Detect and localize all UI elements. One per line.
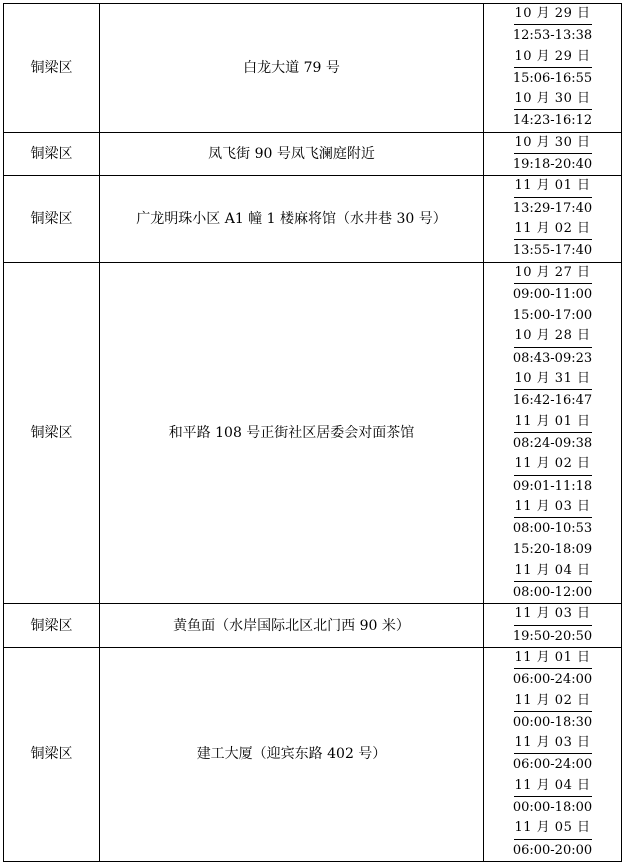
date-text: 10 月 28 日 [514, 327, 592, 347]
date-text: 10 月 27 日 [514, 264, 592, 284]
district-cell: 铜梁区 [4, 4, 100, 133]
date-line [484, 733, 621, 754]
date-text: 11 月 02 日 [514, 692, 592, 712]
place-cell: 凤飞街 90 号凤飞澜庭附近 [100, 132, 484, 176]
risk-locations-table [3, 3, 622, 862]
time-range-line: 08:00-10:53 [512, 521, 593, 537]
date-line [484, 776, 621, 797]
time-range-line: 09:01-11:18 [512, 478, 593, 494]
date-line [484, 818, 621, 839]
time-range-line: 06:00-20:00 [512, 842, 593, 858]
date-text: 11 月 01 日 [514, 177, 592, 197]
date-text: 11 月 02 日 [514, 455, 592, 475]
date-line [484, 219, 621, 240]
date-line [484, 47, 621, 68]
date-line [484, 691, 621, 712]
date-line [484, 326, 621, 347]
table-row [4, 176, 622, 262]
date-line [484, 369, 621, 390]
date-text: 10 月 29 日 [514, 48, 592, 68]
place-cell: 广龙明珠小区 A1 幢 1 楼麻将馆（水井巷 30 号） [100, 176, 484, 262]
date-text: 10 月 31 日 [514, 370, 592, 390]
date-line [484, 497, 621, 518]
time-range-line: 13:29-17:40 [512, 200, 593, 216]
district-cell: 铜梁区 [4, 176, 100, 262]
date-line [484, 4, 621, 25]
date-text: 11 月 01 日 [514, 649, 592, 669]
time-range-line: 16:42-16:47 [512, 393, 593, 409]
table-body [4, 4, 622, 862]
date-line [484, 561, 621, 582]
time-range-line: 00:00-18:00 [512, 799, 593, 815]
time-range-line: 09:00-11:00 [512, 286, 593, 302]
date-line [484, 263, 621, 284]
district-cell: 铜梁区 [4, 132, 100, 176]
date-line [484, 412, 621, 433]
date-text: 10 月 30 日 [514, 134, 592, 154]
date-text: 10 月 30 日 [514, 90, 592, 110]
district-cell: 铜梁区 [4, 262, 100, 604]
place-cell: 和平路 108 号正街社区居委会对面茶馆 [100, 262, 484, 604]
place-cell: 白龙大道 79 号 [100, 4, 484, 133]
date-text: 11 月 01 日 [514, 413, 592, 433]
date-text: 11 月 04 日 [514, 777, 592, 797]
time-range-line: 00:00-18:30 [512, 714, 593, 730]
date-line [484, 454, 621, 475]
date-line [484, 89, 621, 110]
time-range-line: 06:00-24:00 [512, 757, 593, 773]
time-range-line: 08:43-09:23 [512, 350, 593, 366]
table-row [4, 4, 622, 133]
time-range-line: 08:00-12:00 [512, 585, 593, 601]
table-row [4, 647, 622, 861]
date-text: 11 月 04 日 [514, 562, 592, 582]
time-range-line: 15:20-18:09 [512, 542, 593, 558]
district-cell: 铜梁区 [4, 604, 100, 648]
time-range-line: 15:00-17:00 [512, 308, 593, 324]
time-cell [484, 176, 622, 262]
date-text: 11 月 03 日 [514, 734, 592, 754]
district-cell: 铜梁区 [4, 647, 100, 861]
time-range-line: 06:00-24:00 [512, 672, 593, 688]
time-cell [484, 132, 622, 176]
time-cell [484, 647, 622, 861]
table-row [4, 604, 622, 648]
time-cell [484, 262, 622, 604]
time-cell [484, 4, 622, 133]
date-text: 11 月 03 日 [514, 605, 592, 625]
table-row [4, 132, 622, 176]
place-cell: 建工大厦（迎宾东路 402 号） [100, 647, 484, 861]
time-range-line: 14:23-16:12 [512, 113, 593, 129]
date-line [484, 133, 621, 154]
time-range-line: 15:06-16:55 [512, 70, 593, 86]
date-line [484, 648, 621, 669]
table-row [4, 262, 622, 604]
time-range-line: 13:55-17:40 [512, 243, 593, 259]
date-text: 11 月 05 日 [514, 819, 592, 839]
time-range-line: 19:18-20:40 [512, 157, 593, 173]
time-cell [484, 604, 622, 648]
time-range-line: 19:50-20:50 [512, 628, 593, 644]
date-line [484, 176, 621, 197]
time-range-line: 12:53-13:38 [512, 28, 593, 44]
date-line [484, 604, 621, 625]
date-text: 11 月 03 日 [514, 498, 592, 518]
place-cell: 黄鱼面（水岸国际北区北门西 90 米） [100, 604, 484, 648]
date-text: 10 月 29 日 [514, 5, 592, 25]
date-text: 11 月 02 日 [514, 220, 592, 240]
time-range-line: 08:24-09:38 [512, 435, 593, 451]
